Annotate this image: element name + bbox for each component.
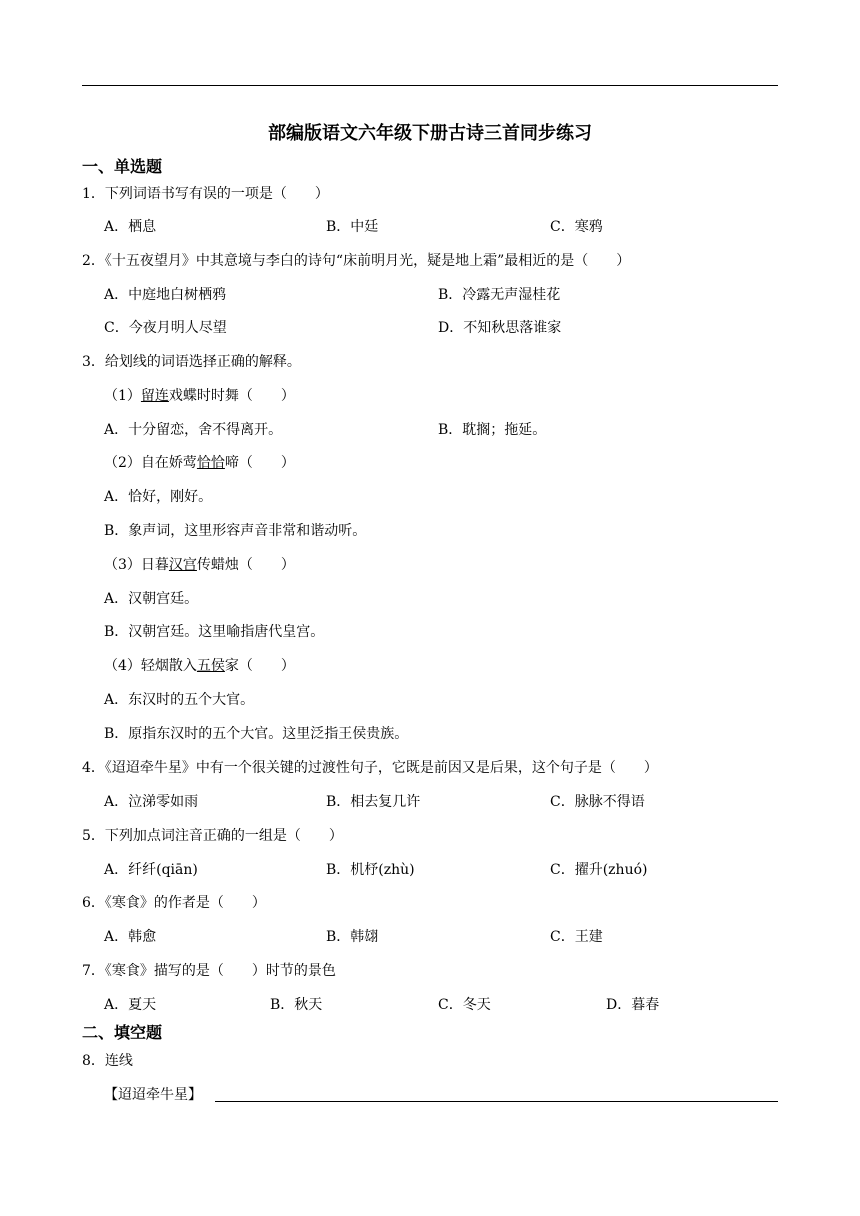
q1-option-a[interactable]: A．栖息 [104,219,157,235]
q3-2-option-a[interactable]: A．恰好，刚好。 [104,489,213,505]
q1-option-b[interactable]: B．中廷 [326,219,379,235]
q2-option-b[interactable]: B．冷露无声湿桂花 [438,287,561,303]
q6-option-c[interactable]: C．王建 [550,929,603,945]
q7-option-b[interactable]: B．秋天 [270,997,323,1013]
question-5-stem: 5．下列加点词注音正确的一组是（ ） [82,828,343,844]
q2-option-d[interactable]: D．不知秋思落谁家 [438,320,562,336]
q4-option-b[interactable]: B．相去复几许 [326,794,421,810]
q5-option-b[interactable]: B．机杼(zhù) [326,862,415,878]
q8-item-label: 【迢迢牵牛星】 [104,1087,202,1103]
q3-part-1-underlined-word: 留连 [140,388,169,404]
q3-part-4-underlined-word: 五侯 [196,658,225,674]
q3-4-option-b[interactable]: B．原指东汉时的五个大官。这里泛指王侯贵族。 [104,726,409,742]
q2-option-c[interactable]: C．今夜月明人尽望 [104,320,227,336]
question-1-stem: 1．下列词语书写有误的一项是（ ） [82,186,329,202]
q7-option-a[interactable]: A．夏天 [104,997,157,1013]
q3-4-option-a[interactable]: A．东汉时的五个大官。 [104,692,255,708]
question-4-stem: 4．《迢迢牵牛星》中有一个很关键的过渡性句子，它既是前因又是后果，这个句子是（ ） [82,760,658,776]
q1-option-c[interactable]: C．寒鸦 [550,219,603,235]
question-6-stem: 6．《寒食》的作者是（ ） [82,895,266,911]
section-heading-fill-in: 二、填空题 [82,1023,163,1042]
q3-3-option-b[interactable]: B．汉朝宫廷。这里喻指唐代皇宫。 [104,624,325,640]
q5-option-c[interactable]: C．擢升(zhuó) [550,862,648,878]
section-heading-single-choice: 一、单选题 [82,157,163,176]
question-3-stem: 3．给划线的词语选择正确的解释。 [82,354,301,370]
question-2-stem: 2．《十五夜望月》中其意境与李白的诗句“床前明月光，疑是地上霜”最相近的是（ ） [82,253,631,269]
q4-option-c[interactable]: C．脉脉不得语 [550,794,645,810]
q3-part-2: （2）自在娇莺恰恰啼（ ） [104,455,295,471]
q2-option-a[interactable]: A．中庭地白树栖鸦 [104,287,227,303]
q3-part-1: （1）留连戏蝶时时舞（ ） [104,388,295,404]
q3-1-option-b[interactable]: B．耽搁；拖延。 [438,422,547,438]
q6-option-a[interactable]: A．韩愈 [104,929,157,945]
q4-option-a[interactable]: A．泣涕零如雨 [104,794,199,810]
page-title: 部编版语文六年级下册古诗三首同步练习 [268,123,592,144]
q3-1-option-a[interactable]: A．十分留恋，舍不得离开。 [104,422,283,438]
q3-part-4: （4）轻烟散入五侯家（ ） [104,658,295,674]
q3-part-3: （3）日暮汉宫传蜡烛（ ） [104,557,295,573]
q8-answer-line[interactable] [215,1101,778,1102]
q7-option-c[interactable]: C．冬天 [438,997,491,1013]
question-7-stem: 7．《寒食》描写的是（ ）时节的景色 [82,963,336,979]
header-rule [82,85,778,86]
q3-2-option-b[interactable]: B．象声词，这里形容声音非常和谐动听。 [104,523,367,539]
q7-option-d[interactable]: D．暮春 [606,997,660,1013]
q5-option-a[interactable]: A．纤纤(qiān) [104,862,198,878]
q6-option-b[interactable]: B．韩翃 [326,929,379,945]
question-8-stem: 8．连线 [82,1053,133,1069]
q3-part-3-underlined-word: 汉宫 [168,557,197,573]
q3-3-option-a[interactable]: A．汉朝宫廷。 [104,591,199,607]
q3-part-2-underlined-word: 恰恰 [196,455,225,471]
